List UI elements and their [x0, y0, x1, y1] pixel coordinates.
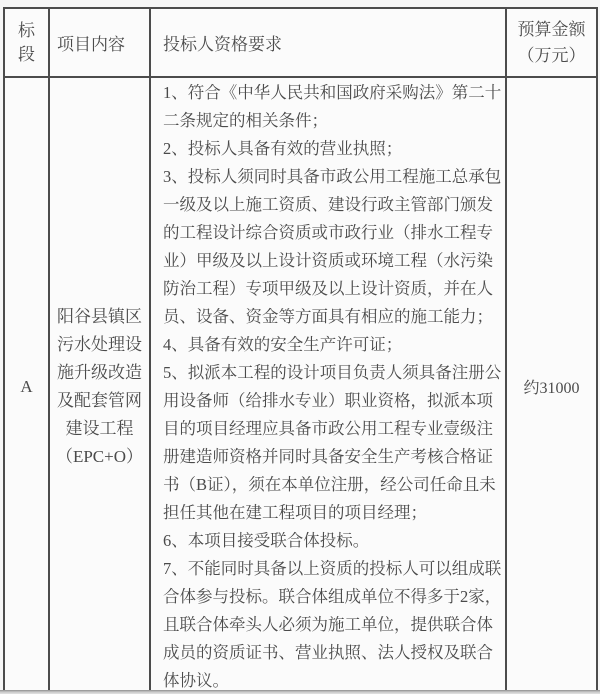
- bid-section-table: [3, 7, 598, 694]
- requirement-item-7: 7、不能同时具备以上资质的投标人可以组成联合体参与投标。联合体组成单位不得多于2家，且联合体牵头人必须为施工单位，提供联合体成员的资质证书、营业执照、法人授权及联合体协议。: [163, 559, 502, 690]
- header-project-content: 项目内容: [49, 8, 150, 77]
- cell-budget-amount: 约31000: [506, 77, 597, 694]
- cell-qualification-requirements: [150, 77, 506, 694]
- cell-section-id: A: [4, 77, 49, 694]
- header-bidder-qualifications: 投标人资格要求: [150, 8, 506, 77]
- page-bottom-shadow: [0, 690, 600, 694]
- requirement-item-5: 5、拟派本工程的设计项目负责人须具备注册公用设备师（给排水专业）职业资格，拟派本项目的项目经理应具备市政公用工程专业壹级注册建造师资格并同时具备安全生产考核合格证书（B证），须在本单位注册，经公司任命且未担任其他在建工程项目的项目经理；: [163, 363, 502, 522]
- table-row: [4, 77, 597, 694]
- header-section: 标 段: [4, 8, 49, 77]
- header-budget-amount: 预算金额 （万元）: [506, 8, 597, 77]
- table-header-row: [4, 8, 597, 77]
- requirement-item-6: 6、本项目接受联合体投标。: [163, 531, 370, 550]
- requirement-item-2: 2、投标人具备有效的营业执照；: [163, 139, 403, 158]
- requirement-item-4: 4、具备有效的安全生产许可证；: [163, 335, 403, 354]
- cell-project-name: 阳谷县镇区 污水处理设 施升级改造 及配套管网 建设工程 （EPC+O）: [49, 77, 150, 694]
- requirement-item-1: 1、符合《中华人民共和国政府采购法》第二十二条规定的相关条件；: [163, 83, 502, 130]
- requirement-item-3: 3、投标人须同时具备市政公用工程施工总承包一级及以上施工资质、建设行政主管部门颁发的工程设计综合资质或市政行业（排水工程专业）甲级及以上设计资质或环境工程（水污染防治工程）专项甲级及以上设计资质，并在人员、设备、资金等方面具有相应的施工能力；: [163, 167, 502, 326]
